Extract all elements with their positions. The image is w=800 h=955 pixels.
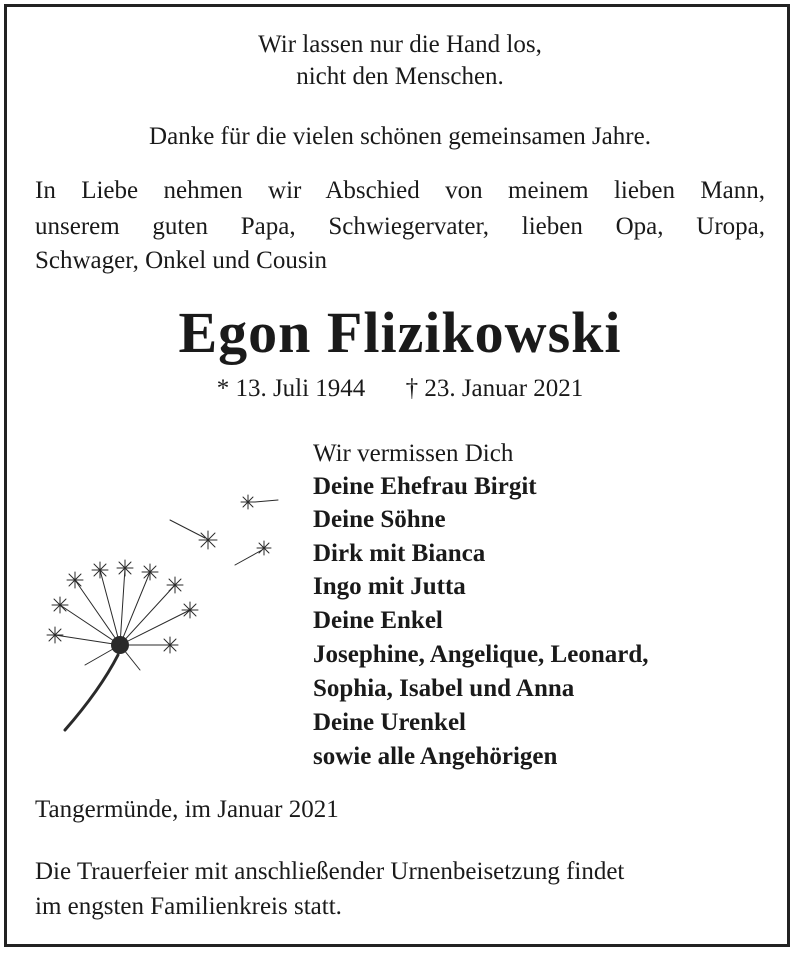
mourner-line: sowie alle Angehörigen: [313, 743, 558, 770]
birth-date: * 13. Juli 1944: [216, 375, 366, 402]
intro-line-2: unserem guten Papa, Schwiegervater, lieben Opa, Uropa,: [35, 213, 765, 240]
thanks-line: Danke für die vielen schönen gemeinsamen Jahre.: [149, 123, 651, 150]
intro-line-1: In Liebe nehmen wir Abschied von meinem lieben Mann,: [35, 177, 765, 204]
ceremony-line-1: Die Trauerfeier mit anschließender Urnenbeisetzung findet: [35, 858, 625, 885]
place-date: Tangermünde, im Januar 2021: [35, 796, 339, 823]
ceremony-line-2: im engsten Familienkreis statt.: [35, 893, 342, 920]
mourner-line: Wir vermissen Dich: [313, 440, 514, 467]
mourner-line: Deine Ehefrau Birgit: [313, 473, 537, 500]
mourner-line: Sophia, Isabel und Anna: [313, 675, 575, 702]
verse-line-1: Wir lassen nur die Hand los,: [258, 31, 542, 58]
deceased-name: Egon Flizikowski: [178, 300, 622, 365]
verse-line-2: nicht den Menschen.: [296, 63, 504, 90]
mourner-line: Dirk mit Bianca: [313, 540, 486, 567]
mourner-line: Deine Urenkel: [313, 709, 466, 736]
mourner-line: Deine Söhne: [313, 506, 446, 533]
mourner-line: Josephine, Angelique, Leonard,: [313, 641, 649, 668]
intro-line-3: Schwager, Onkel und Cousin: [35, 247, 328, 274]
dandelion-icon: [30, 480, 290, 740]
death-date: † 23. Januar 2021: [405, 375, 584, 402]
mourner-line: Ingo mit Jutta: [313, 573, 466, 600]
life-dates: [0, 374, 800, 404]
mourner-line: Deine Enkel: [313, 607, 443, 634]
